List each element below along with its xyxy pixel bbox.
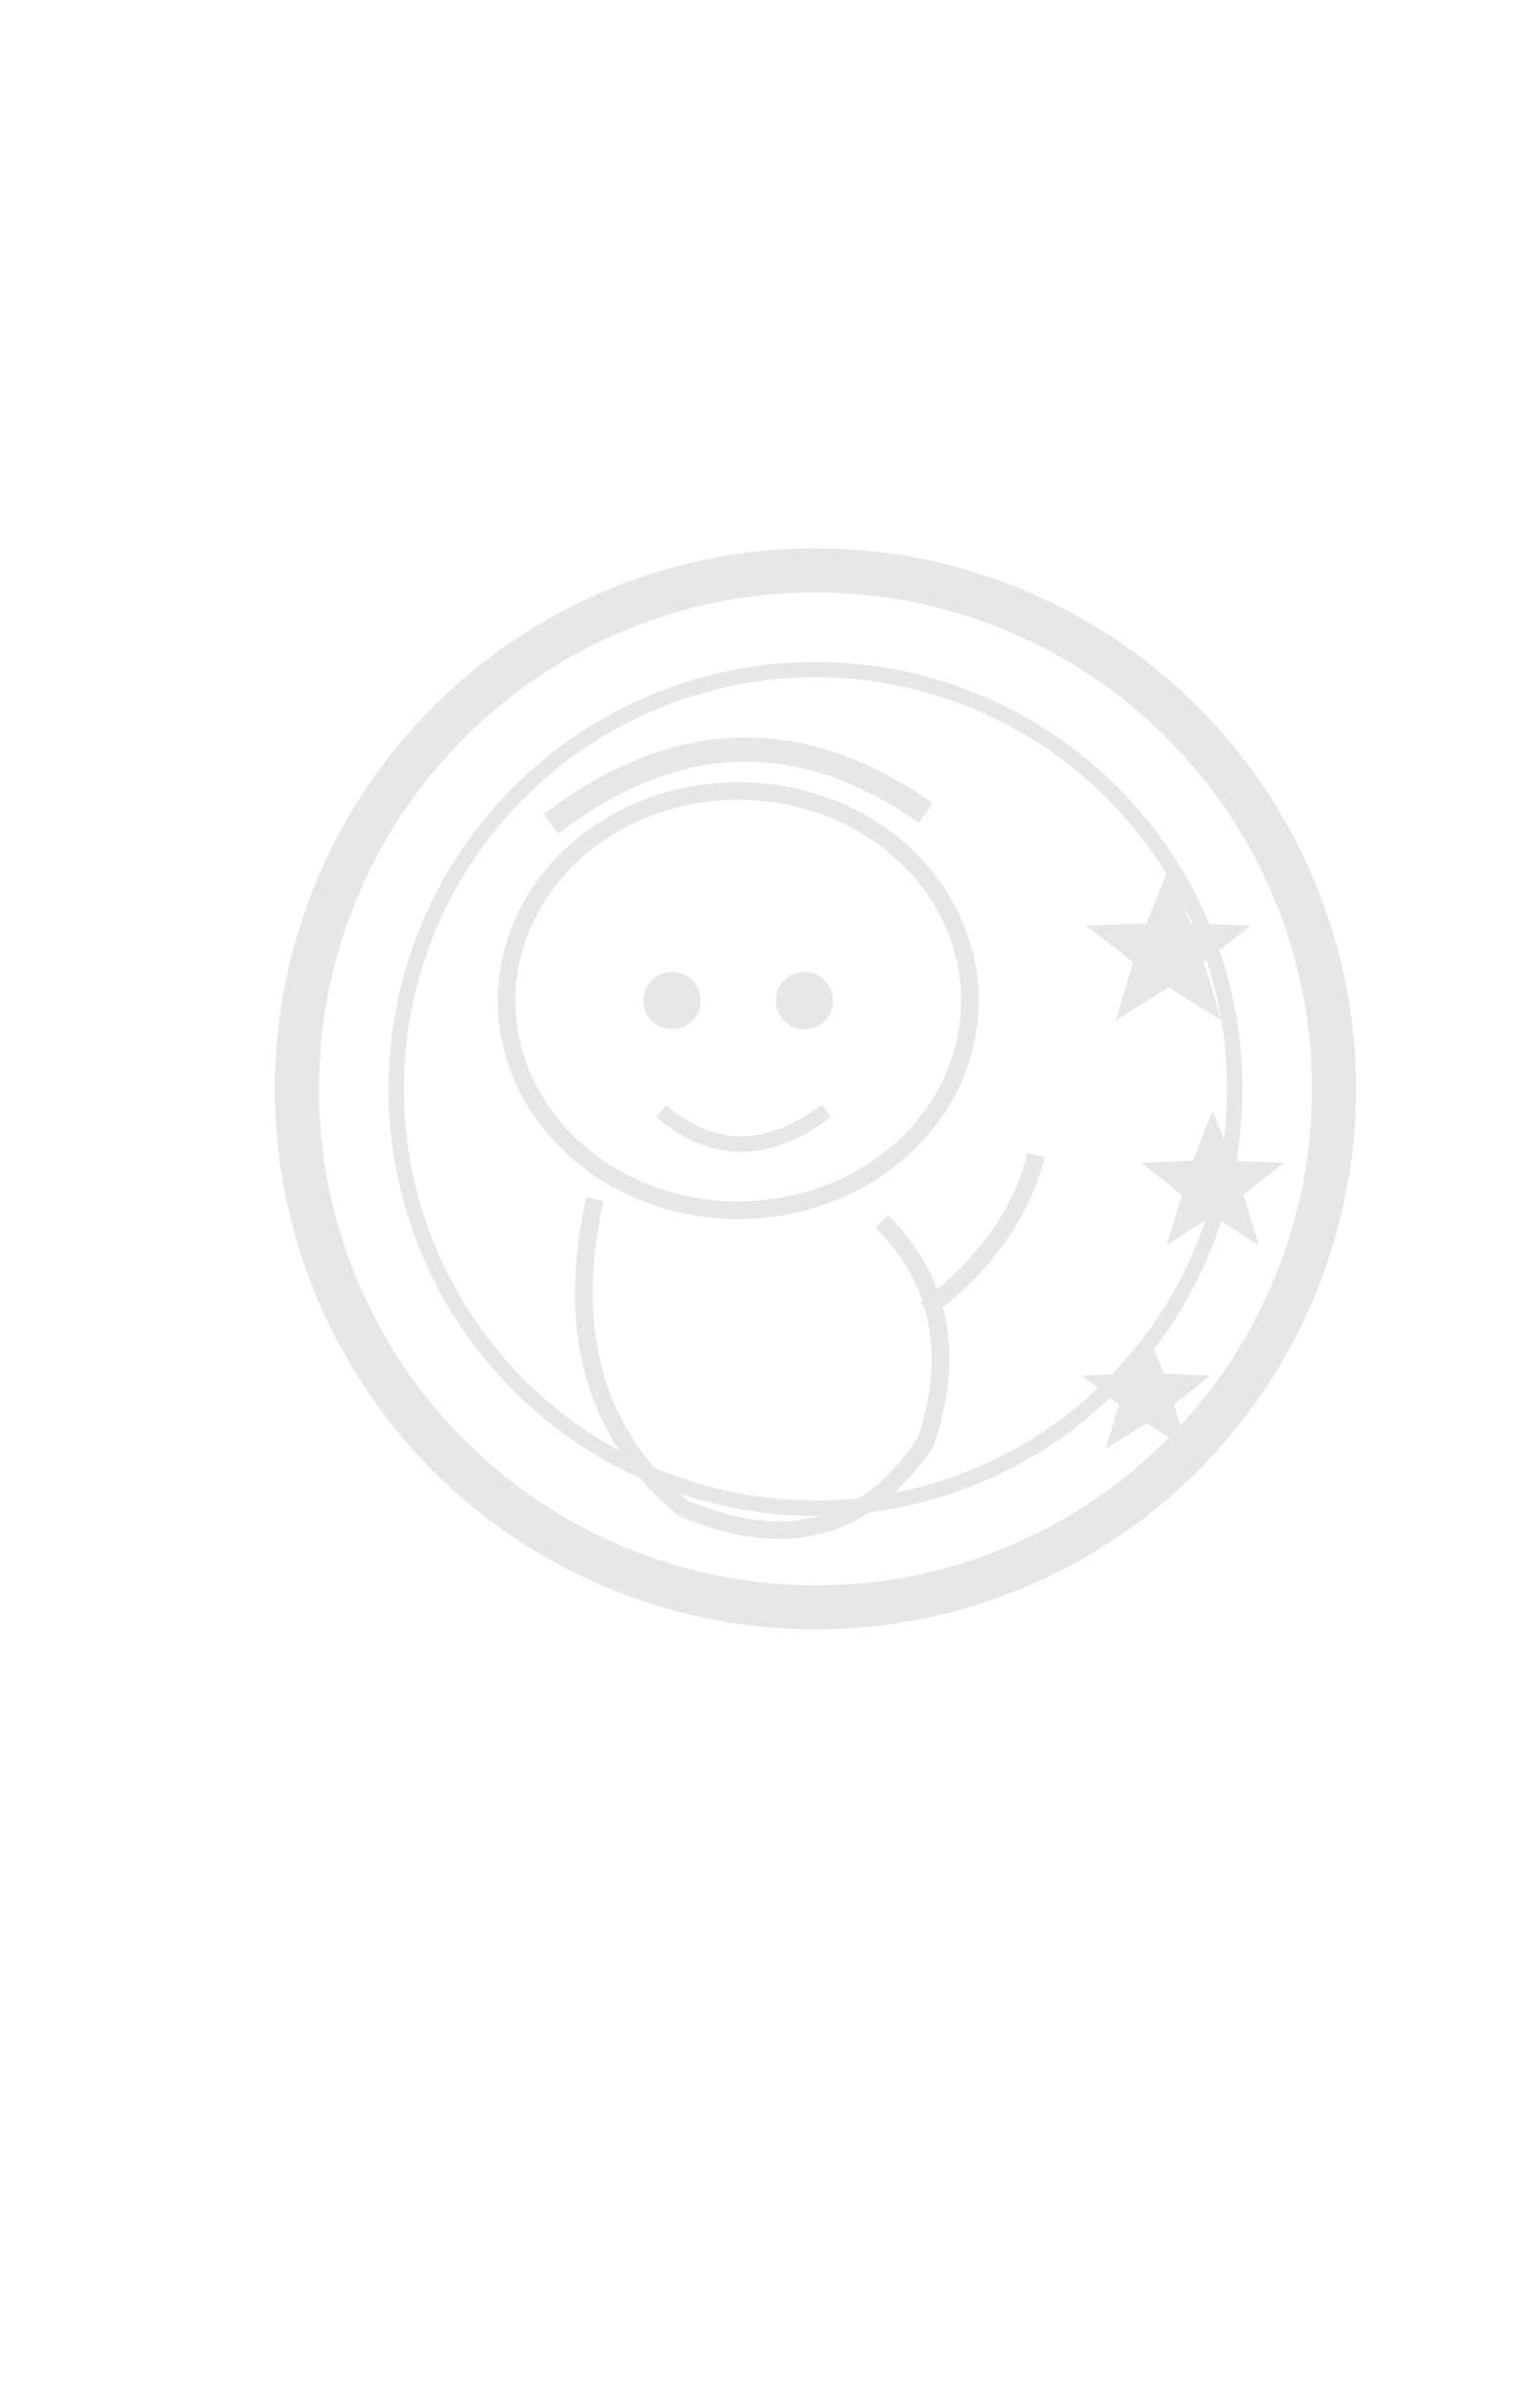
page-content [46,73,1408,110]
mascot-watermark-icon [264,537,1367,1641]
page-footer [0,2322,1535,2350]
unit-title [46,73,1408,110]
